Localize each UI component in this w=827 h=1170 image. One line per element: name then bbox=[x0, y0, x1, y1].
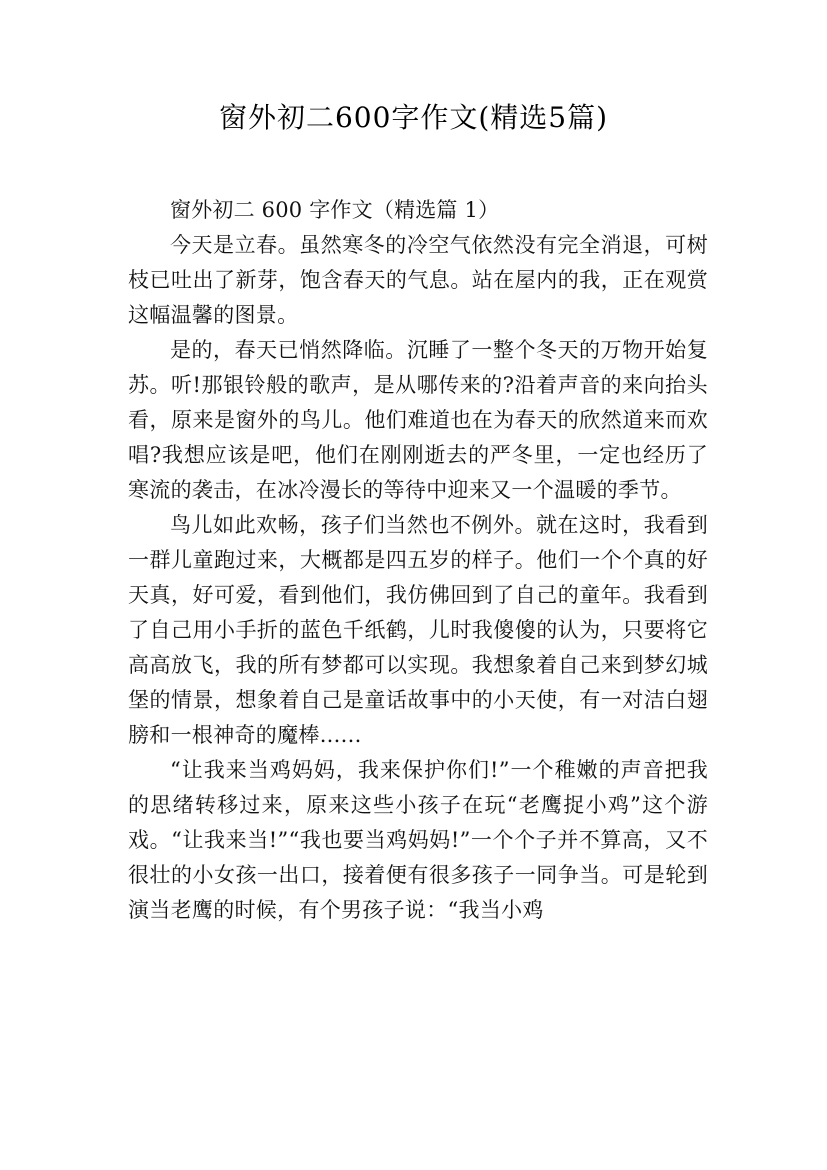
section-heading: 窗外初二 600 字作文（精选篇 1） bbox=[170, 198, 500, 222]
paragraph-2: 是的，春天已悄然降临。沉睡了一整个冬天的万物开始复苏。听!那银铃般的歌声，是从哪传来的?沿着声音的来向抬头看，原来是窗外的鸟儿。他们难道也在为春天的欣然道来而欢唱?我想应该是吧，他们在刚刚逝去的严冬里，一定也经历了寒流的袭击，在冰冷漫长的等待中迎来又一个温暖的季节。 bbox=[128, 338, 708, 502]
document-title: 窗外初二600字作文(精选5篇) bbox=[218, 101, 609, 134]
paragraph-4: “让我来当鸡妈妈，我来保护你们!”一个稚嫩的声音把我的思绪转移过来，原来这些小孩子在玩“老鹰捉小鸡”这个游戏。“让我来当!”“我也要当鸡妈妈!”一个个子并不算高，又不很壮的小女孩一出口，接着便有很多孩子一同争当。可是轮到演当老鹰的时候，有个男孩子说：“我当小鸡 bbox=[128, 758, 708, 922]
paragraph-3: 鸟儿如此欢畅，孩子们当然也不例外。就在这时，我看到一群儿童跑过来，大概都是四五岁的样子。他们一个个真的好天真，好可爱，看到他们，我仿佛回到了自己的童年。我看到了自己用小手折的蓝色千纸鹤，儿时我傻傻的认为，只要将它高高放飞，我的所有梦都可以实现。我想象着自己来到梦幻城堡的情景，想象着自己是童话故事中的小天使，有一对洁白翅膀和一根神奇的魔棒...... bbox=[128, 513, 708, 747]
document-body bbox=[128, 193, 708, 928]
paragraph-1: 今天是立春。虽然寒冬的冷空气依然没有完全消退，可树枝已吐出了新芽，饱含春天的气息。站在屋内的我，正在观赏这幅温馨的图景。 bbox=[128, 233, 708, 327]
